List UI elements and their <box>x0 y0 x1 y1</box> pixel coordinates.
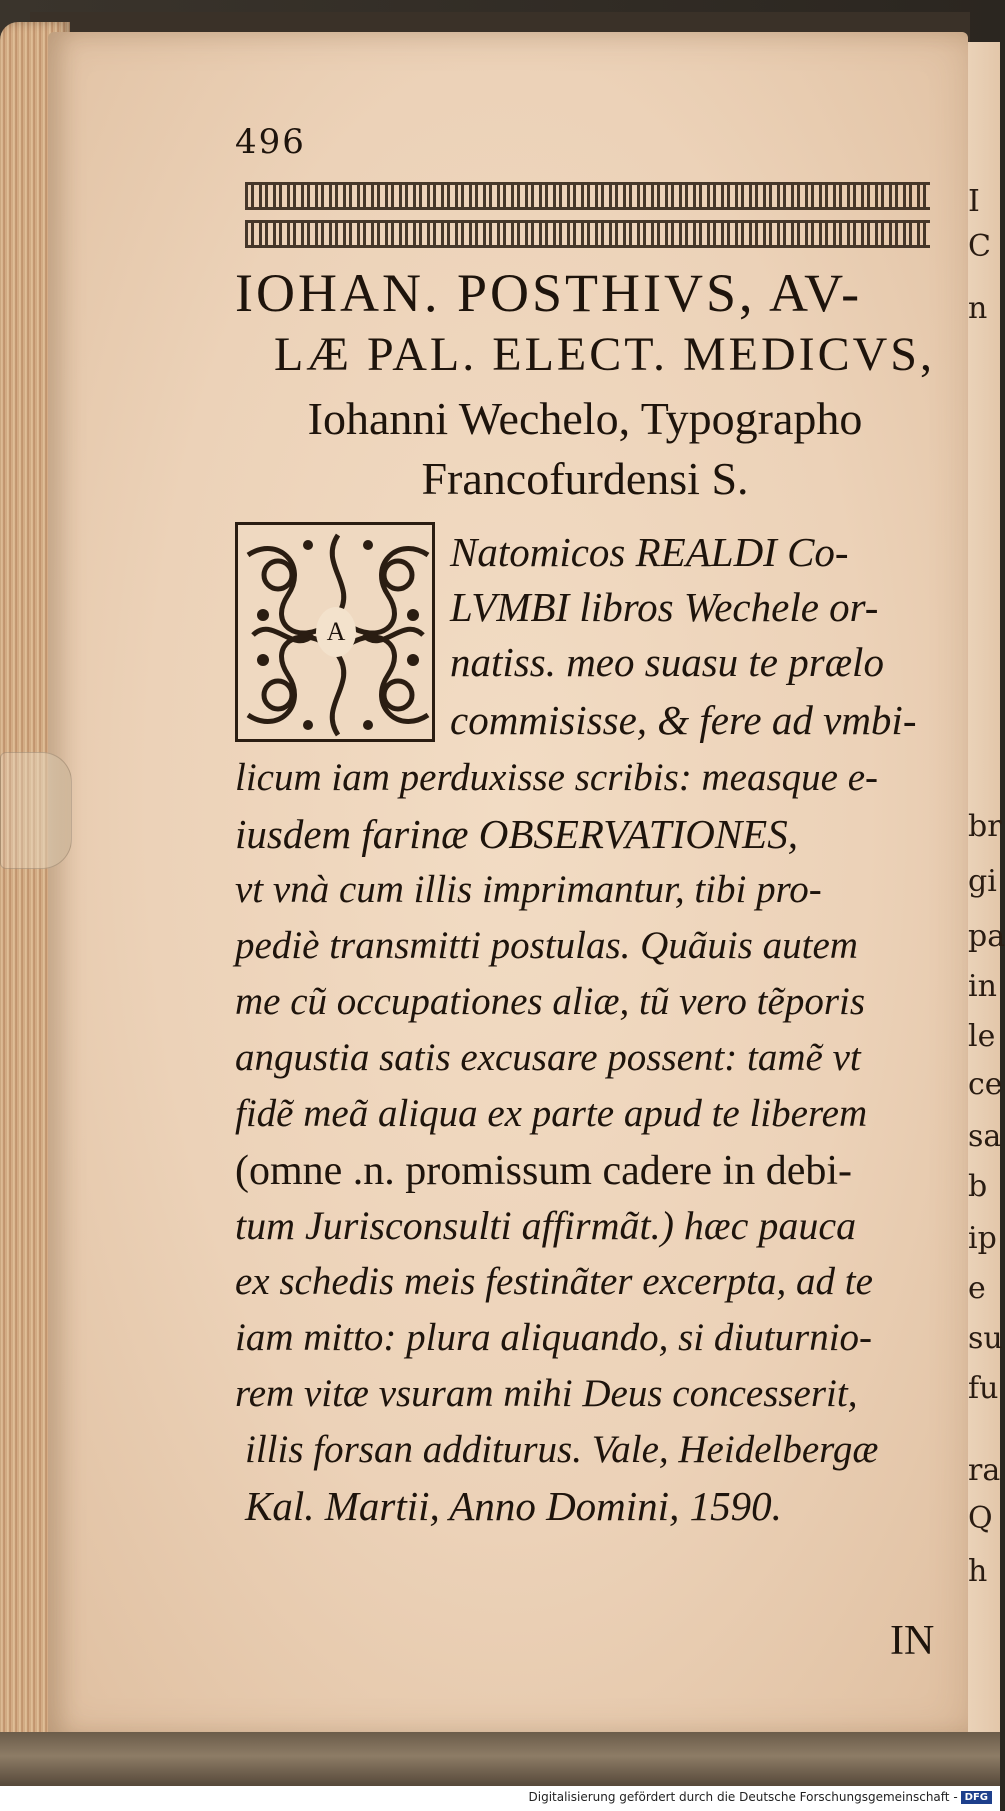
footer-credit <box>529 1790 993 1804</box>
body-line: rem vitæ vsuram mihi Deus concesserit, <box>235 1372 858 1415</box>
heading-line: IOHAN. POSTHIVS, AV- <box>235 263 863 323</box>
facing-fragment: Q <box>968 1501 993 1536</box>
facing-fragment: in <box>968 969 997 1004</box>
facing-fragment: ip <box>968 1221 997 1256</box>
book-clasp <box>0 752 72 869</box>
facing-fragment: b <box>968 1169 988 1204</box>
facing-fragment: h <box>968 1554 988 1589</box>
body-line: illis forsan additurus. Vale, Heidelbergæ <box>245 1428 879 1471</box>
body-line: (omne .n. promissum cadere in debi- <box>235 1148 852 1194</box>
facing-fragment: le <box>968 1019 996 1054</box>
body-line: fidẽ meã aliqua ex parte apud te liberem <box>235 1092 868 1135</box>
body-line: me cũ occupationes aliæ, tũ vero tẽporis <box>235 980 866 1023</box>
initial-letter: A <box>316 607 356 657</box>
body-line: iam mitto: plura aliquando, si diuturnio- <box>235 1316 873 1359</box>
heading-line: Francofurdensi S. <box>421 453 749 504</box>
body-line: iusdem farinæ OBSERVATIONES, <box>235 811 798 857</box>
dfg-logo[interactable]: DFG <box>961 1791 992 1804</box>
body-line: Natomicos REALDI Co- <box>450 529 849 575</box>
facing-fragment: ra <box>968 1453 1001 1488</box>
facing-fragment: n <box>968 291 988 326</box>
facing-fragment: I <box>968 184 980 219</box>
decorated-initial <box>235 522 435 742</box>
body-line: ex schedis meis festinãter excerpta, ad te <box>235 1260 873 1303</box>
facing-fragment: fu <box>968 1371 999 1406</box>
ornament-border <box>245 220 930 248</box>
body-line: pediè transmitti postulas. Quãuis autem <box>235 924 858 967</box>
footer-bar <box>0 1786 1000 1811</box>
facing-fragment: su <box>968 1321 1003 1356</box>
footer-credit-text: Digitalisierung gefördert durch die Deutsche Forschungsgemeinschaft - <box>528 1790 958 1804</box>
body-line: commisisse, & fere ad vmbi- <box>450 697 917 743</box>
book <box>0 12 1005 1782</box>
catchword: IN <box>890 1618 935 1664</box>
body-line: LVMBI libros Wechele or- <box>450 584 879 630</box>
body-line: licum iam perduxisse scribis: measque e- <box>235 756 879 799</box>
body-line: tum Jurisconsulti affirmãt.) hæc pauca <box>235 1203 857 1248</box>
body-line: angustia satis excusare possent: tamẽ vt <box>235 1036 861 1079</box>
ornament-border <box>245 182 930 210</box>
facing-fragment: e <box>968 1271 986 1306</box>
facing-fragment: C <box>968 229 991 264</box>
book-cover-bottom <box>0 1732 1000 1792</box>
facing-fragment: ce <box>968 1067 1003 1102</box>
facing-fragment: gi <box>968 864 997 899</box>
heading-line: LÆ PAL. ELECT. MEDICVS, <box>273 328 935 381</box>
facing-fragment: pa <box>968 919 1005 954</box>
page-number: 496 <box>235 122 306 162</box>
body-line: vt vnà cum illis imprimantur, tibi pro- <box>235 868 822 911</box>
facing-fragment: sa <box>968 1119 1002 1154</box>
facing-fragment: br <box>968 809 1002 844</box>
body-line: Kal. Martii, Anno Domini, 1590. <box>245 1483 782 1529</box>
heading-line: Iohanni Wechelo, Typographo <box>307 393 863 444</box>
body-line: natiss. meo suasu te prælo <box>450 639 884 685</box>
